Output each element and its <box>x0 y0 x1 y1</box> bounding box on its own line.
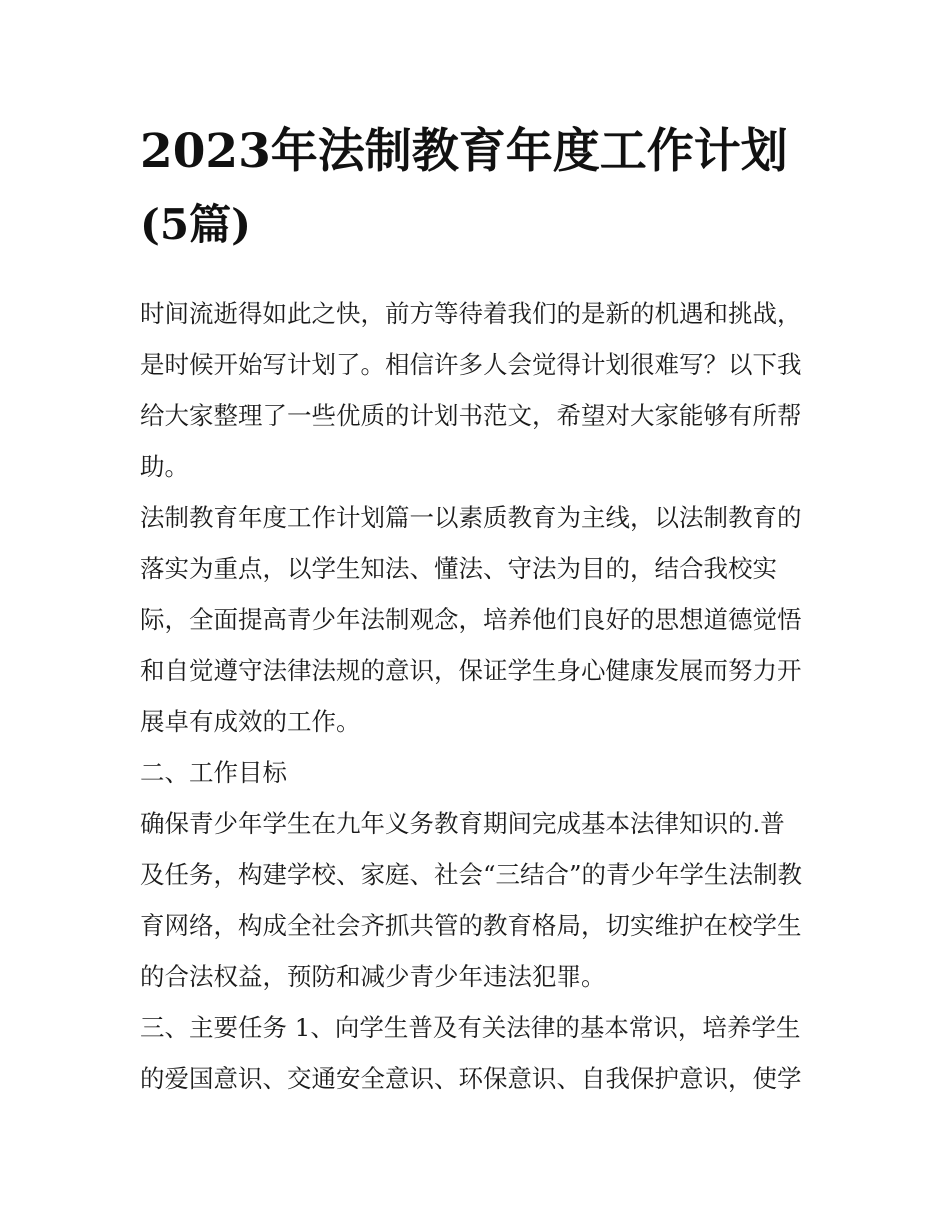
document-title: 2023年法制教育年度工作计划 <box>140 124 788 179</box>
paragraph-line: 给大家整理了一些优质的计划书范文，希望对大家能够有所帮 <box>140 401 802 430</box>
paragraph-line: 际，全面提高青少年法制观念，培养他们良好的思想道德觉悟 <box>140 605 802 634</box>
paragraph-line: 育网络，构成全社会齐抓共管的教育格局，切实维护在校学生 <box>140 911 802 940</box>
paragraph <box>140 492 820 747</box>
paragraph-line: 及任务，构建学校、家庭、社会“三结合”的青少年学生法制教 <box>140 860 803 889</box>
document-page <box>140 112 820 1104</box>
document-body <box>140 288 820 1104</box>
paragraph <box>140 1002 820 1104</box>
document-title-subtitle: (5篇) <box>140 200 251 249</box>
paragraph-line: 落实为重点，以学生知法、懂法、守法为目的，结合我校实 <box>140 554 777 583</box>
paragraph-line: 三、主要任务 1、向学生普及有关法律的基本常识，培养学生 <box>140 1013 801 1042</box>
paragraph-line: 时间流逝得如此之快，前方等待着我们的是新的机遇和挑战， <box>140 299 802 328</box>
paragraph <box>140 288 820 492</box>
paragraph-line: 的合法权益，预防和减少青少年违法犯罪。 <box>140 962 606 991</box>
paragraph-line: 助。 <box>140 452 189 481</box>
paragraph-line: 二、工作目标 <box>140 758 287 787</box>
paragraph-line: 的爱国意识、交通安全意识、环保意识、自我保护意识，使学 <box>140 1064 802 1093</box>
paragraph-line: 和自觉遵守法律法规的意识，保证学生身心健康发展而努力开 <box>140 656 802 685</box>
paragraph <box>140 798 820 1002</box>
paragraph-line: 展卓有成效的工作。 <box>140 707 361 736</box>
paragraph <box>140 747 820 798</box>
paragraph-line: 法制教育年度工作计划篇一以素质教育为主线，以法制教育的 <box>140 503 802 532</box>
paragraph-line: 是时候开始写计划了。相信许多人会觉得计划很难写？以下我 <box>140 350 802 379</box>
paragraph-line: 确保青少年学生在九年义务教育期间完成基本法律知识的.普 <box>140 809 785 838</box>
